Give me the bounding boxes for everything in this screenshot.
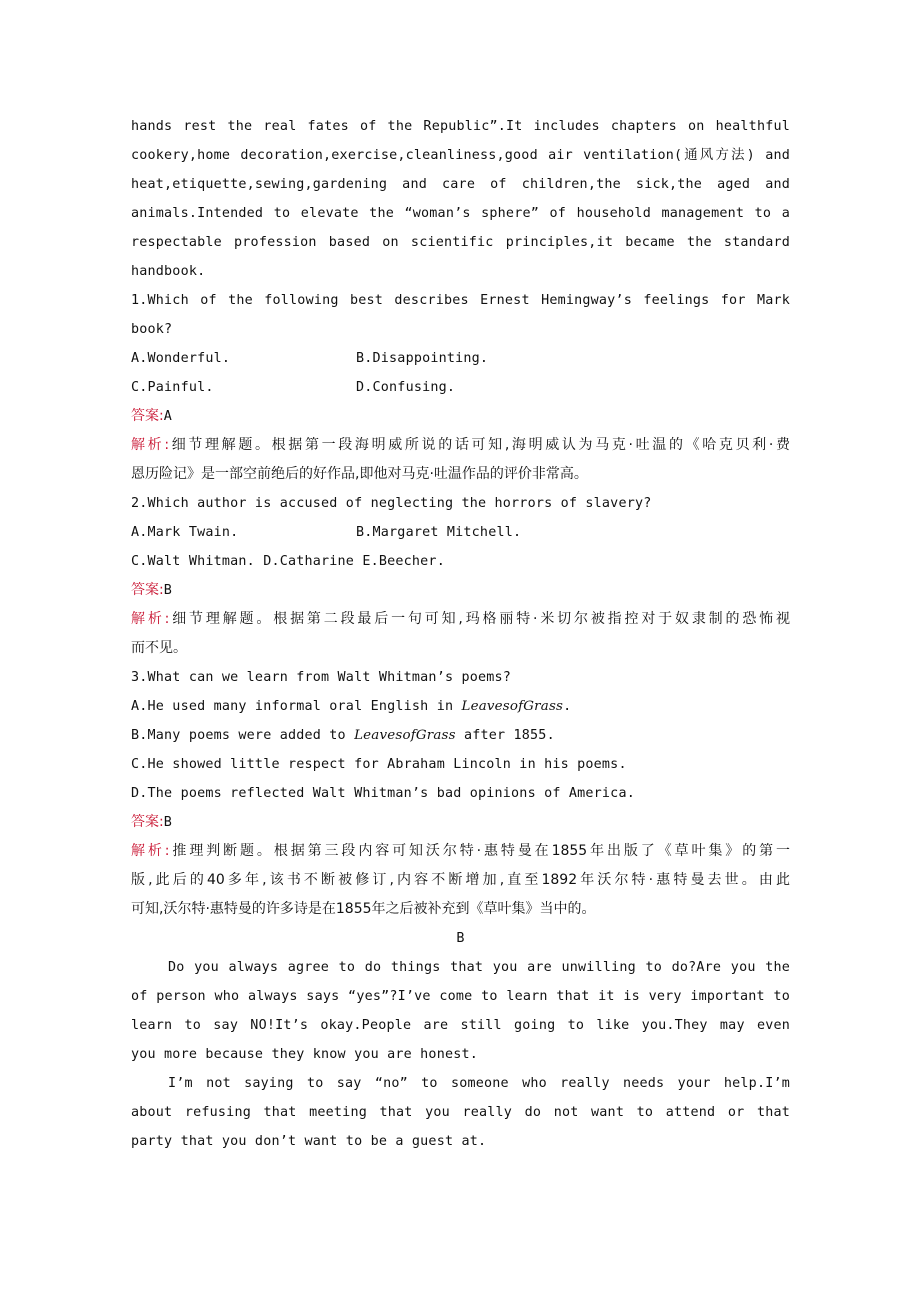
text-line: you more because they know you are honest. xyxy=(131,1047,478,1062)
analysis-text: 推理判断题。根据第三段内容可知沃尔特·惠特曼在1855年出版了《草叶集》的第一 xyxy=(169,843,790,859)
option-a: A.Mark Twain. xyxy=(131,525,239,540)
text-line: heat,etiquette,sewing,gardening and care of children,the sick,the aged and xyxy=(131,177,790,192)
option-text: A.He used many informal oral English in xyxy=(131,699,462,714)
analysis-line: 版,此后的40多年,该书不断被修订,内容不断增加,直至1892年沃尔特·惠特曼去世。由此 xyxy=(131,872,790,888)
document-page xyxy=(131,112,790,1156)
option-c: C.He showed little respect for Abraham Lincoln in his poems. xyxy=(131,757,627,772)
question-stem: 1.Which of the following best describes Ernest Hemingway’s feelings for Mark xyxy=(131,293,790,308)
text-line: respectable profession based on scientific principles,it became the standard xyxy=(131,235,790,250)
answer-line xyxy=(131,402,790,431)
question-stem: 2.Which author is accused of neglecting the horrors of slavery? xyxy=(131,496,652,511)
option-c: C.Painful. xyxy=(131,380,214,395)
text-line: about refusing that meeting that you really do not want to attend or that xyxy=(131,1105,790,1120)
analysis-text: 细节理解题。根据第二段最后一句可知,玛格丽特·米切尔被指控对于奴隶制的恐怖视 xyxy=(169,611,790,627)
text-line: party that you don’t want to be a guest at. xyxy=(131,1134,487,1149)
option-b: B.Margaret Mitchell. xyxy=(356,525,522,540)
question-stem: 3.What can we learn from Walt Whitman’s poems? xyxy=(131,670,512,685)
options-row xyxy=(131,373,790,402)
text-line: I’m not saying to say “no” to someone who really needs your help.I’m xyxy=(168,1076,790,1091)
text-line: cookery,home decoration,exercise,cleanliness,good air ventilation(通风方法) and xyxy=(131,148,790,163)
options-row xyxy=(131,344,790,373)
text-line: hands rest the real fates of the Republic”.It includes chapters on healthful xyxy=(131,119,790,134)
analysis-line xyxy=(131,837,790,866)
book-title: LeavesofGrass xyxy=(461,699,564,714)
option-d: D.The poems reflected Walt Whitman’s bad opinions of America. xyxy=(131,786,635,801)
section-b xyxy=(131,924,790,1156)
text-line: animals.Intended to elevate the “woman’s sphere” of household management to a xyxy=(131,206,790,221)
answer-line xyxy=(131,576,790,605)
option-a: A.Wonderful. xyxy=(131,351,231,366)
section-heading: B xyxy=(456,931,465,946)
option-text: after 1855. xyxy=(455,728,555,743)
analysis-label: 解析: xyxy=(131,843,170,859)
answer-value: B xyxy=(163,583,172,598)
option-b: B.Disappointing. xyxy=(356,351,489,366)
answer-label: 答案: xyxy=(131,814,164,830)
options-row: C.Walt Whitman. D.Catharine E.Beecher. xyxy=(131,554,445,569)
analysis-line: 而不见。 xyxy=(131,640,187,656)
analysis-line xyxy=(131,431,790,460)
paragraph-2 xyxy=(131,1069,790,1156)
options-row xyxy=(131,518,790,547)
question-3 xyxy=(131,663,790,924)
answer-value: A xyxy=(163,409,172,424)
analysis-text: 细节理解题。根据第一段海明威所说的话可知,海明威认为马克·吐温的《哈克贝利·费 xyxy=(169,437,790,453)
analysis-line: 可知,沃尔特·惠特曼的许多诗是在1855年之后被补充到《草叶集》当中的。 xyxy=(131,901,596,917)
text-line: learn to say NO!It’s okay.People are still going to like you.They may even xyxy=(131,1018,790,1033)
paragraph-1 xyxy=(131,953,790,1069)
text-line: Do you always agree to do things that you are unwilling to do?Are you the xyxy=(168,960,790,975)
answer-value: B xyxy=(163,815,172,830)
option-a xyxy=(131,692,790,721)
book-title: LeavesofGrass xyxy=(354,728,456,743)
text-line: handbook. xyxy=(131,264,206,279)
answer-line xyxy=(131,808,790,837)
option-text: B.Many poems were added to xyxy=(131,728,355,743)
option-b xyxy=(131,721,790,750)
question-2 xyxy=(131,489,790,663)
analysis-label: 解析: xyxy=(131,611,170,627)
intro-paragraph xyxy=(131,112,790,286)
option-d: D.Confusing. xyxy=(356,380,456,395)
text-line: of person who always says “yes”?I’ve come to learn that it is very important to xyxy=(131,989,790,1004)
question-1 xyxy=(131,286,790,489)
question-stem: book? xyxy=(131,322,173,337)
analysis-label: 解析: xyxy=(131,437,170,453)
analysis-line: 恩历险记》是一部空前绝后的好作品,即他对马克·吐温作品的评价非常高。 xyxy=(131,466,588,482)
option-text: . xyxy=(563,699,572,714)
analysis-line xyxy=(131,605,790,634)
answer-label: 答案: xyxy=(131,408,164,424)
answer-label: 答案: xyxy=(131,582,164,598)
